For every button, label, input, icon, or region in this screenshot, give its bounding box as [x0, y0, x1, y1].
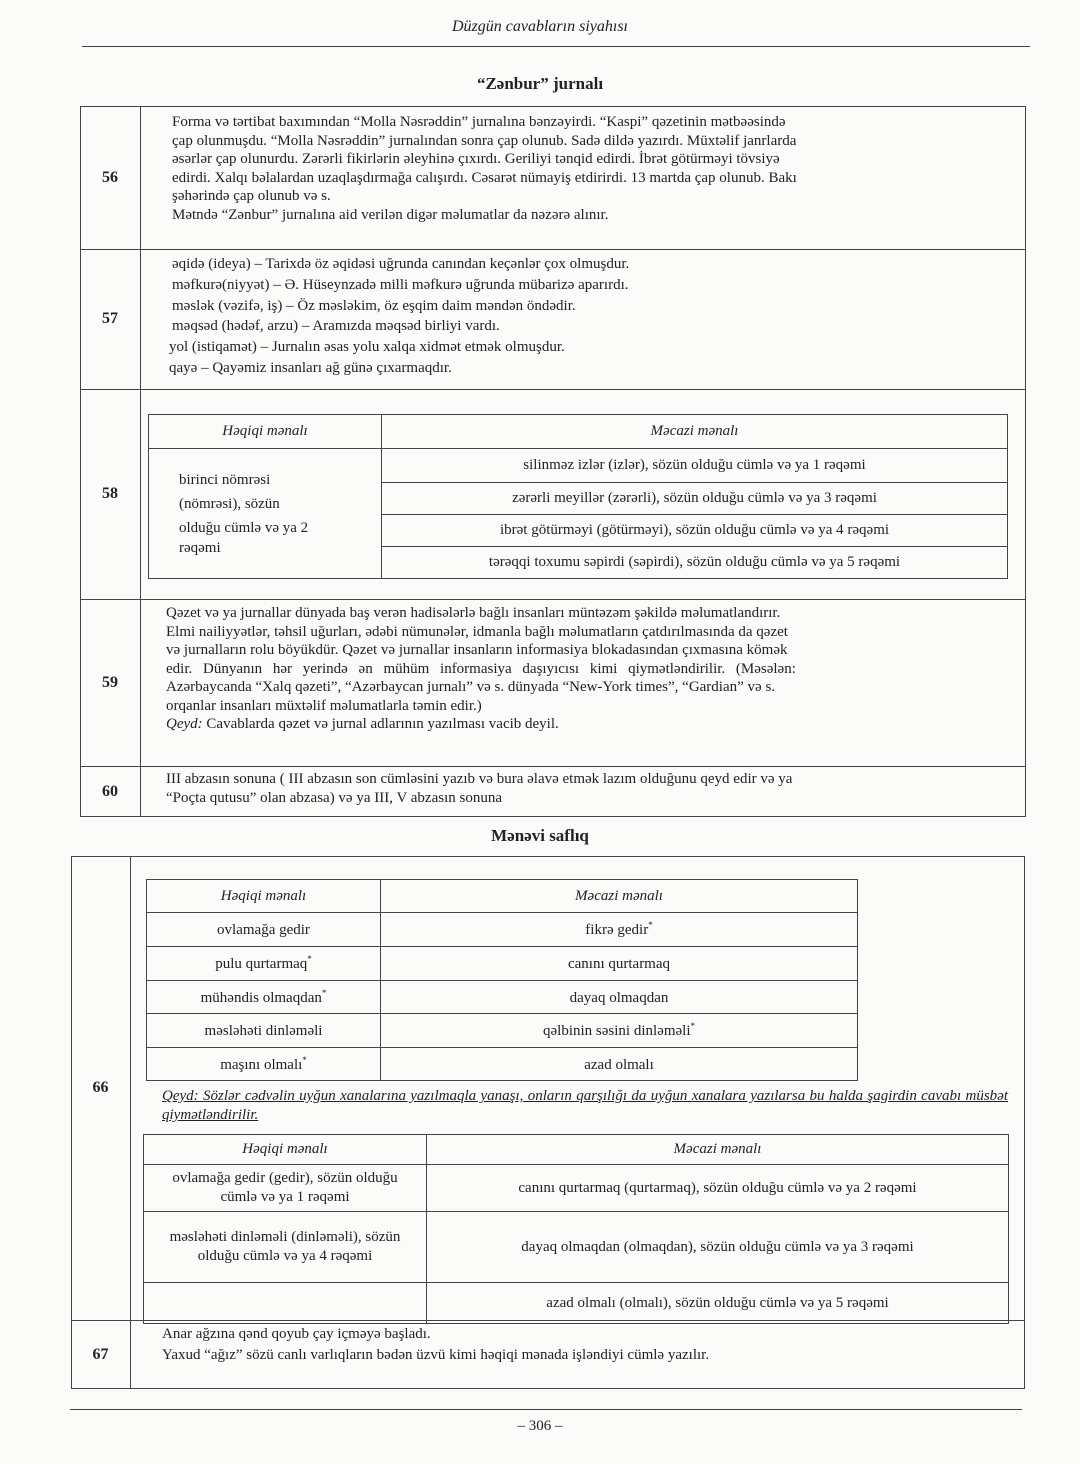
- figurative-cell: ibrət götürməyi (götürməyi), sözün olduğu cümlə və ya 4 rəqəmi: [382, 515, 1008, 547]
- text-line: şəhərində çap olunub və s.: [172, 188, 331, 205]
- running-header: Düzgün cavabların siyahısı: [452, 18, 628, 35]
- number-column-divider: [130, 856, 131, 1389]
- cell-text: mühəndis olmaqdan: [200, 989, 322, 1006]
- figurative-cell: [381, 1048, 858, 1081]
- literal-cell: [147, 1048, 381, 1081]
- literal-cell: məsləhəti dinləməli (dinləməli), sözün olduğu cümlə və ya 4 rəqəmi: [144, 1212, 427, 1283]
- answer-59: [166, 604, 1010, 734]
- cell-text: ovlamağa gedir: [217, 922, 310, 938]
- text-line: birinci nömrəsi: [179, 471, 271, 488]
- cell-text: fikrə gedir: [585, 922, 649, 938]
- figurative-cell: tərəqqi toxumu səpirdi (səpirdi), sözün olduğu cümlə və ya 5 rəqəmi: [382, 547, 1008, 579]
- answer-60: [166, 770, 1016, 807]
- answer-67: [162, 1324, 1012, 1366]
- figurative-cell: silinməz izlər (izlər), sözün olduğu cümlə və ya 1 rəqəmi: [382, 449, 1008, 483]
- cell-text: pulu qurtarmaq: [215, 956, 308, 972]
- text-line: Azərbaycanda “Xalq qəzeti”, “Azərbaycan jurnalı” və s. dünyada “New-York times”, “Gardian” və s.: [166, 679, 776, 695]
- text-line: edir. Dünyanın hər yerində ən mühüm informasiya daşıyıcısı kimi qiymətləndirilir. (Məsələn:: [166, 660, 796, 677]
- note-label: Qeyd:: [166, 716, 203, 732]
- figurative-cell: [381, 981, 858, 1014]
- question-number-67: 67: [92, 1345, 109, 1363]
- row-divider: [80, 389, 1026, 390]
- figurative-cell: [381, 913, 858, 947]
- asterisk-mark: *: [302, 1054, 307, 1065]
- figurative-cell: canını qurtarmaq (qurtarmaq), sözün olduğu cümlə və ya 2 rəqəmi: [427, 1165, 1009, 1212]
- text-line: Anar ağzına qənd qoyub çay içməyə başladı.: [162, 1326, 431, 1342]
- header-literal: Həqiqi mənalı: [149, 415, 382, 449]
- cell-text: maşını olmalı: [220, 1056, 303, 1073]
- section-title-zenbur: “Zənbur” jurnalı: [476, 74, 604, 93]
- note-text: Cavablarda qəzet və jurnal adlarının yazılması vacib deyil.: [202, 716, 559, 732]
- table-66-answers: [143, 1134, 1009, 1324]
- header-figurative: Məcazi mənalı: [427, 1135, 1009, 1165]
- text-line: məqsəd (hədəf, arzu) – Aramızda məqsəd birliyi vardı.: [172, 318, 500, 335]
- note-59: [166, 715, 1010, 734]
- figurative-cell: azad olmalı (olmalı), sözün olduğu cümlə və ya 5 rəqəmi: [427, 1283, 1009, 1324]
- cell-text: məsləhəti dinləməli: [204, 1023, 323, 1039]
- answer-57: [169, 254, 1022, 379]
- table-58: [148, 414, 1008, 579]
- figurative-cell: [381, 947, 858, 981]
- table-66-words: [146, 879, 858, 1081]
- text-line: çap olunmuşdu. “Molla Nəsrəddin” jurnalından sonra çap olunub. Sadə dildə yazırdı. Müxtəlif janrlarda: [172, 132, 797, 149]
- text-line: qayə – Qayəmiz insanları ağ günə çıxarmaqdır.: [169, 359, 452, 376]
- asterisk-mark: *: [307, 954, 312, 964]
- text-line: olduğu cümlə və ya 2: [179, 519, 309, 536]
- figurative-cell: dayaq olmaqdan (olmaqdan), sözün olduğu cümlə və ya 3 rəqəmi: [427, 1212, 1009, 1283]
- question-number-58: 58: [102, 485, 118, 502]
- question-number-56: 56: [102, 168, 118, 186]
- answer-56: [172, 113, 1022, 225]
- asterisk-mark: *: [690, 1021, 695, 1031]
- cell-text: canını qurtarmaq: [567, 956, 671, 972]
- header-literal: Həqiqi mənalı: [147, 880, 381, 913]
- text-line: Elmi nailiyyətlər, təhsil uğurları, ədəbi nümunələr, idmanla bağlı məlumatların çatdırılmasında da qəzet: [166, 623, 788, 640]
- cell-text: dayaq olmaqdan: [569, 989, 669, 1006]
- row-divider: [71, 1320, 1025, 1321]
- question-number-60: 60: [102, 782, 118, 800]
- literal-cell: [144, 1283, 427, 1324]
- text-line: məfkurə(niyyət) – Ə. Hüseynzadə milli məfkurə uğrunda mübarizə aparırdı.: [172, 276, 629, 293]
- text-line: Forma və tərtibat baxımından “Molla Nəsrəddin” jurnalına bənzəyirdi. “Kaspi” qəzetinin mətbəəsində: [172, 114, 786, 130]
- cell-text: azad olmalı: [584, 1056, 654, 1073]
- section-title-menevi-safliq: Mənəvi saflıq: [491, 826, 589, 845]
- text-line: Qəzet və ya jurnallar dünyada baş verən hadisələrlə bağlı insanları müntəzəm şəkildə məlumatlandırır.: [166, 605, 781, 621]
- page-number: – 306 –: [517, 1418, 563, 1434]
- row-divider: [80, 599, 1026, 600]
- text-line: III abzasın sonuna ( III abzasın son cümləsini yazıb və bura əlavə etmək lazım olduğunu qeyd edir və ya: [166, 771, 793, 787]
- footer-rule: [70, 1409, 1022, 1410]
- header-figurative: Məcazi mənalı: [381, 880, 858, 913]
- figurative-cell: [381, 1014, 858, 1048]
- text-line: edirdi. Xalqı bəlalardan uzaqlaşdırmağa calışırdı. Cəsarət nümayiş etdirirdi. 13 martda çap olunub. Bakı: [172, 169, 797, 186]
- header-figurative: Məcazi mənalı: [382, 415, 1008, 449]
- header-literal: Həqiqi mənalı: [144, 1135, 427, 1165]
- text-line: Yaxud “ağız” sözü canlı varlıqların bədən üzvü kimi həqiqi mənada işləndiyi cümlə yazılır.: [162, 1347, 710, 1363]
- literal-cell: [147, 981, 381, 1014]
- text-line: Mətndə “Zənbur” jurnalına aid verilən digər məlumatlar da nəzərə alınır.: [172, 206, 609, 223]
- literal-cell: [147, 947, 381, 981]
- number-column-divider: [140, 106, 141, 817]
- header-rule: [82, 46, 1030, 47]
- text-line: (nömrəsi), sözün: [179, 495, 280, 512]
- asterisk-mark: *: [321, 987, 327, 998]
- text-line: əsərlər çap olunurdu. Zərərli fikirlərin əleyhinə çıxırdı. Geriliyi tənqid edirdi. İbrət götürməyi tövsiyə: [172, 151, 780, 168]
- note-66: Qeyd: Sözlər cədvəlin uyğun xanalarına yazılmaqla yanaşı, onların qarşılığı da uyğun xanalara yazılarsa bu halda şagirdin cavabı müsbət qiymətləndirilir.: [162, 1088, 1008, 1123]
- text-line: yol (istiqamət) – Jurnalın əsas yolu xalqa xidmət etmək olmuşdur.: [169, 339, 565, 356]
- row-divider: [80, 249, 1026, 250]
- question-number-59: 59: [102, 673, 118, 691]
- text-line: məslək (vəzifə, iş) – Öz məsləkim, öz eşqim daim məndən öndədir.: [172, 297, 576, 314]
- question-number-57: 57: [102, 310, 118, 327]
- text-line: və jurnalların rolu böyükdür. Qəzet və jurnallar insanların informasiya blokadasından çıxmasına kömək: [166, 642, 788, 658]
- asterisk-mark: *: [648, 920, 653, 930]
- text-line: rəqəmi: [179, 539, 221, 556]
- figurative-cell: zərərli meyillər (zərərli), sözün olduğu cümlə və ya 3 rəqəmi: [382, 483, 1008, 515]
- literal-cell: ovlamağa gedir (gedir), sözün olduğu cümlə və ya 1 rəqəmi: [144, 1165, 427, 1212]
- literal-cell: [149, 449, 382, 579]
- text-line: “Poçta qutusu” olan abzasa) və ya III, V abzasın sonuna: [166, 789, 502, 806]
- row-divider: [80, 766, 1026, 767]
- cell-text: qəlbinin səsini dinləməli: [543, 1023, 691, 1039]
- question-number-66: 66: [92, 1079, 109, 1096]
- text-line: əqidə (ideya) – Tarixdə öz əqidəsi uğrunda canından keçənlər çox olmuşdur.: [172, 256, 630, 272]
- text-line: orqanlar insanları müxtəlif məlumatlarla təmin edir.): [166, 697, 482, 714]
- literal-cell: [147, 1014, 381, 1048]
- literal-cell: [147, 913, 381, 947]
